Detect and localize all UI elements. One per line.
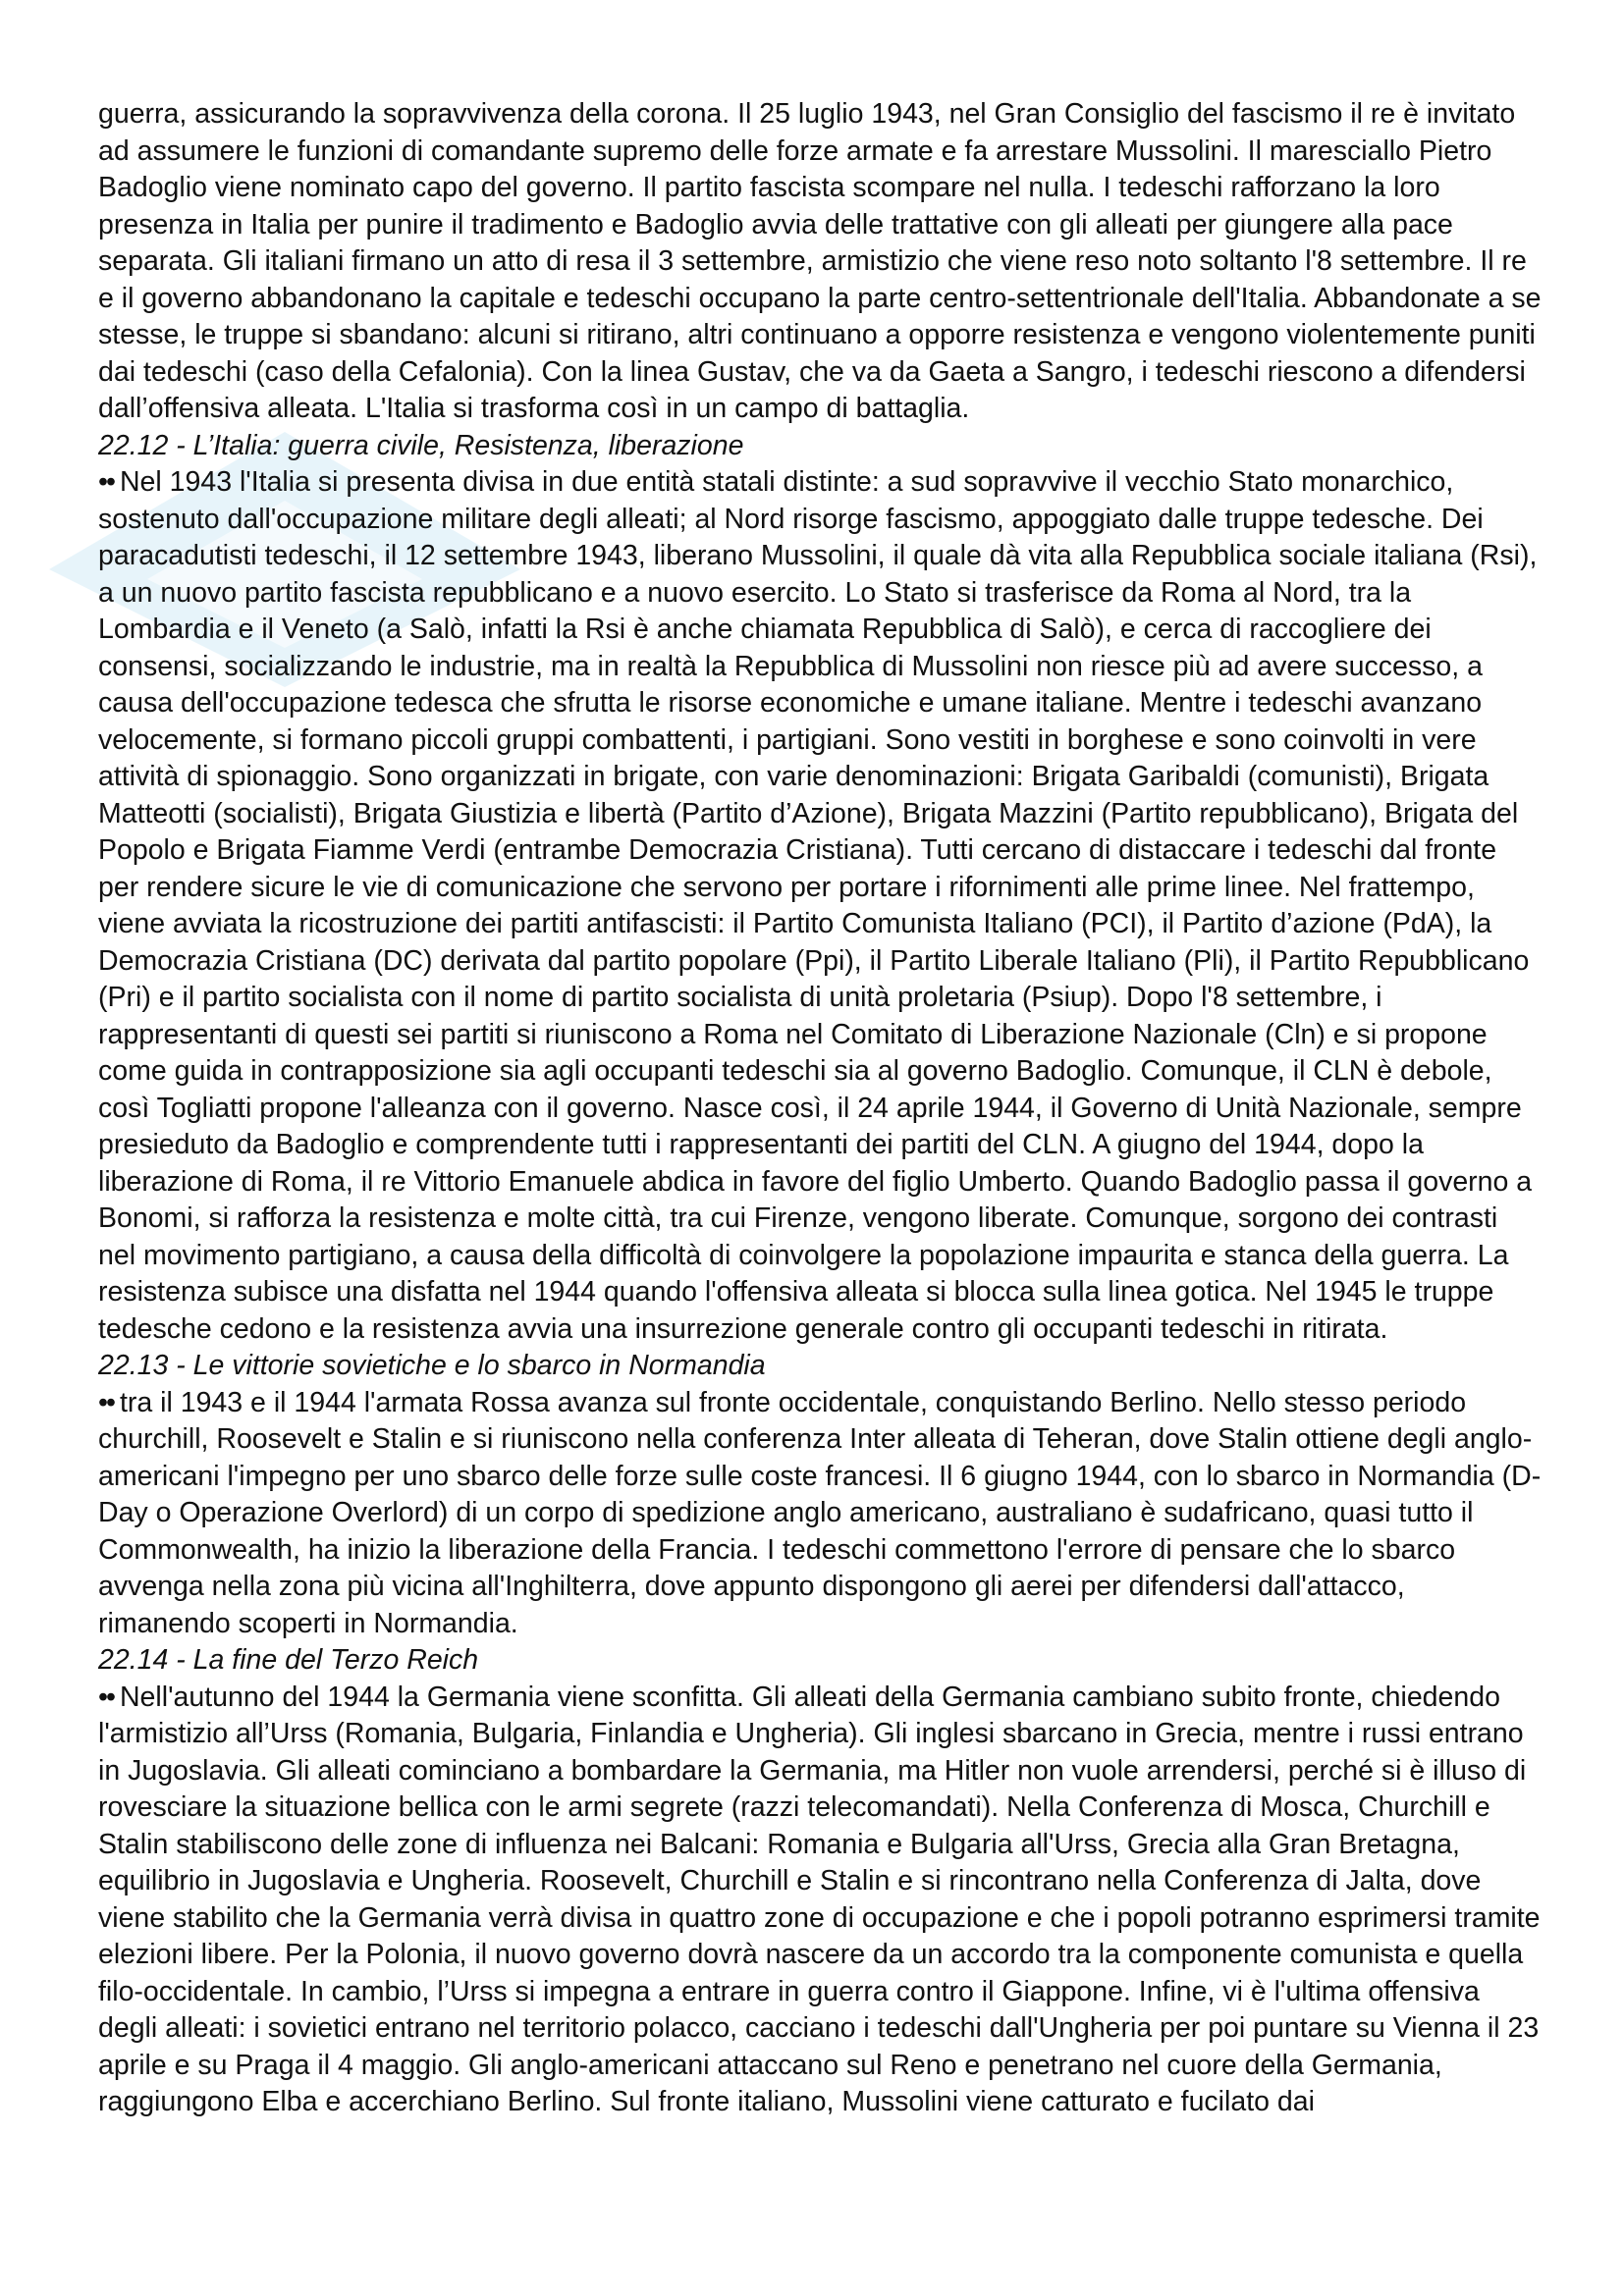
- paragraph-22-13-text: tra il 1943 e il 1944 l'armata Rossa avanza sul fronte occidentale, conquistando Berlino. Nello stesso periodo churchill, Roosevelt e Stalin e si riuniscono nella conferenza Inter alleata di Teheran, dove Stalin ottiene degli anglo-americani l'impegno per uno sbarco delle forze sulle coste francesi. Il 6 giugno 1944, con lo sbarco in Normandia (D-Day o Operazione Overlord) di un corpo di spedizione anglo americano, australiano è sudafricano, quasi tutto il Commonwealth, ha inizio la liberazione della Francia. I tedeschi commettono l'errore di pensare che lo sbarco avvenga nella zona più vicina all'Inghilterra, dove appunto dispongono gli aerei per difendersi dall'attacco, rimanendo scoperti in Normandia.: [98, 1386, 1542, 1639]
- section-heading-22-13: 22.13 - Le vittorie sovietiche e lo sbarco in Normandia: [98, 1350, 766, 1381]
- paragraph-22-14-text: Nell'autunno del 1944 la Germania viene sconfitta. Gli alleati della Germania cambiano subito fronte, chiedendo l'armistizio all’Urss (Romania, Bulgaria, Finlandia e Ungheria). Gli inglesi sbarcano in Grecia, mentre i russi entrano in Jugoslavia. Gli alleati cominciano a bombardare la Germania, ma Hitler non vuole arrendersi, perché si è illuso di rovesciare la situazione bellica con le armi segrete (razzi telecomandati). Nella Conferenza di Mosca, Churchill e Stalin stabiliscono delle zone di influenza nei Balcani: Romania e Bulgaria all'Urss, Grecia alla Gran Bretagna, equilibrio in Jugoslavia e Ungheria. Roosevelt, Churchill e Stalin e si rincontrano nella Conferenza di Jalta, dove viene stabilito che la Germania verrà divisa in quattro zone di occupazione e che i popoli potranno esprimersi tramite elezioni libere. Per la Polonia, il nuovo governo dovrà nascere da un accordo tra la componente comunista e quella filo-occidentale. In cambio, l’Urss si impegna a entrare in guerra contro il Giappone. Infine, vi è l'ultima offensiva degli alleati: i sovietici entrano nel territorio polacco, cacciano i tedeschi dall'Ungheria per poi puntare su Vienna il 23 aprile e su Praga il 4 maggio. Gli anglo-americani attaccano sul Reno e penetrano nel cuore della Germania, raggiungono Elba e accerchiano Berlino. Sul fronte italiano, Mussolini viene catturato e fucilato dai: [98, 1681, 1541, 2117]
- paragraph-22-12-text: Nel 1943 l'Italia si presenta divisa in due entità statali distinte: a sud sopravvive il vecchio Stato monarchico, sostenuto dall'occupazione militare degli alleati; al Nord risorge fascismo, appoggiato dalle truppe tedesche. Dei paracadutisti tedeschi, il 12 settembre 1943, liberano Mussolini, il quale dà vita alla Repubblica sociale italiana (Rsi), a un nuovo partito fascista repubblicano e a nuovo esercito. Lo Stato si trasferisce da Roma al Nord, tra la Lombardia e il Veneto (a Salò, infatti la Rsi è anche chiamata Repubblica di Salò), e cerca di raccogliere dei consensi, socializzando le industrie, ma in realtà la Repubblica di Mussolini non riesce più ad avere successo, a causa dell'occupazione tedesca che sfrutta le risorse economiche e umane italiane. Mentre i tedeschi avanzano velocemente, si formano piccoli gruppi combattenti, i partigiani. Sono vestiti in borghese e sono coinvolti in vere attività di spionaggio. Sono organizzati in brigate, con varie denominazioni: Brigata Garibaldi (comunisti), Brigata Matteotti (socialisti), Brigata Giustizia e libertà (Partito d’Azione), Brigata Mazzini (Partito repubblicano), Brigata del Popolo e Brigata Fiamme Verdi (entrambe Democrazia Cristiana). Tutti cercano di distaccare i tedeschi dal fronte per rendere sicure le vie di comunicazione che servono per portare i rifornimenti alle prime linee. Nel frattempo, viene avviata la ricostruzione dei partiti antifascisti: il Partito Comunista Italiano (PCI), il Partito d’azione (PdA), la Democrazia Cristiana (DC) derivata dal partito popolare (Ppi), il Partito Liberale Italiano (Pli), il Partito Repubblicano (Pri) e il partito socialista con il nome di partito socialista di unità proletaria (Psiup). Dopo l'8 settembre, i rappresentanti di questi sei partiti si riuniscono a Roma nel Comitato di Liberazione Nazionale (Cln) e si propone come guida in contrapposizione sia agli occupanti tedeschi sia al governo Badoglio. Comunque, il CLN è debole, così Togliatti propone l'alleanza con il governo. Nasce così, il 24 aprile 1944, il Governo di Unità Nazionale, sempre presieduto da Badoglio e comprendente tutti i rappresentanti dei partiti del CLN. A giugno del 1944, dopo la liberazione di Roma, il re Vittorio Emanuele abdica in favore del figlio Umberto. Quando Badoglio passa il governo a Bonomi, si rafforza la resistenza e molte città, tra cui Firenze, vengono liberate. Comunque, sorgono dei contrasti nel movimento partigiano, a causa della difficoltà di coinvolgere la popolazione impaurita e stanca della guerra. La resistenza subisce una disfatta nel 1944 quando l'offensiva alleata si blocca sulla linea gotica. Nel 1945 le truppe tedesche cedono e la resistenza avvia una insurrezione generale contro gli occupanti tedeschi in ritirata.: [98, 466, 1538, 1345]
- section-heading-22-14: 22.14 - La fine del Terzo Reich: [98, 1644, 479, 1676]
- paragraph-intro: [98, 96, 1542, 428]
- paragraph-22-14: [98, 1680, 1542, 2121]
- section-heading-22-12: 22.12 - L’Italia: guerra civile, Resistenza, liberazione: [98, 429, 744, 461]
- document-page: [98, 96, 1542, 2121]
- bullet-marker: ••: [98, 1386, 114, 1418]
- paragraph-22-13: [98, 1385, 1542, 1643]
- bullet-marker: ••: [98, 466, 114, 498]
- paragraph-22-12: [98, 464, 1542, 1348]
- bullet-marker: ••: [98, 1681, 114, 1713]
- paragraph-intro-text: guerra, assicurando la sopravvivenza della corona. Il 25 luglio 1943, nel Gran Consiglio del fascismo il re è invitato ad assumere le funzioni di comandante supremo delle forze armate e fa arrestare Mussolini. Il maresciallo Pietro Badoglio viene nominato capo del governo. Il partito fascista scompare nel nulla. I tedeschi rafforzano la loro presenza in Italia per punire il tradimento e Badoglio avvia delle trattative con gli alleati per giungere alla pace separata. Gli italiani firmano un atto di resa il 3 settembre, armistizio che viene reso noto soltanto l'8 settembre. Il re e il governo abbandonano la capitale e tedeschi occupano la parte centro-settentrionale dell'Italia. Abbandonate a se stesse, le truppe si sbandano: alcuni si ritirano, altri continuano a opporre resistenza e vengono violentemente puniti dai tedeschi (caso della Cefalonia). Con la linea Gustav, che va da Gaeta a Sangro, i tedeschi riescono a difendersi dall’offensiva alleata. L'Italia si trasforma così in un campo di battaglia.: [98, 98, 1542, 424]
